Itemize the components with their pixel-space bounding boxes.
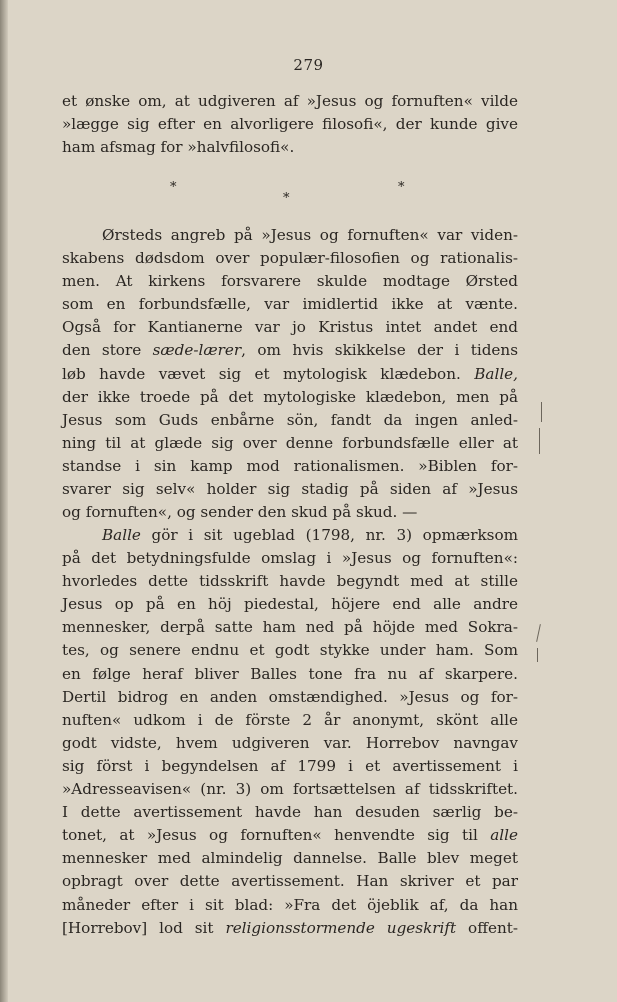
margin-mark [537, 648, 538, 662]
text-run: offent- [456, 918, 518, 937]
asterisk: * [170, 180, 177, 195]
text-line: godt vidste, hvem udgiveren var. Horrebov navngav [62, 733, 518, 752]
text-line: svarer sig selv« holder sig stadig på siden af »Jesus [62, 480, 518, 499]
asterisk: * [398, 180, 405, 195]
text-line: der ikke troede på det mytologiske klædebon, men på [62, 387, 518, 406]
text-line: »lægge sig efter en alvorligere filosofi«, der kunde give [62, 115, 518, 134]
text-line [62, 339, 518, 362]
text-line: I dette avertissement havde han desuden særlig be- [62, 803, 518, 822]
text-line: nuften« udkom i de förste 2 år anonymt, skönt alle [62, 710, 518, 729]
text-line: Jesus op på en höj piedestal, höjere end alle andre [62, 595, 518, 614]
text-run: gör i sit ugeblad (1798, nr. 3) opmærksom [140, 526, 518, 544]
text-line: skabens dødsdom over populær-filosofien og rationalis- [62, 249, 518, 268]
text-line: Ørsteds angreb på »Jesus og fornuften« var viden- [102, 226, 518, 244]
text-line: men. At kirkens forsvarere skulde modtage Ørsted [62, 272, 518, 291]
paragraph-one [62, 224, 518, 524]
margin-mark [541, 402, 542, 422]
text-line: ning til at glæde sig over denne forbundsfælle eller at [62, 433, 518, 452]
italic-term: sæde-lærer [152, 341, 242, 360]
text-line: Jesus som Guds enbårne sön, fandt da ingen anled- [62, 410, 518, 429]
text-line: tes, og senere endnu et godt stykke under ham. Som [62, 641, 518, 660]
text-line: som en forbundsfælle, var imidlertid ikke at vænte. [62, 295, 518, 314]
asterisk: * [283, 191, 290, 206]
italic-term: Balle, [474, 364, 518, 383]
margin-mark [539, 428, 540, 454]
text-line: ham afsmag for »halvfilosofi«. [62, 138, 295, 157]
text-line: måneder efter i sit blad: »Fra det öjeblik af, da han [62, 895, 518, 914]
italic-term: Balle [102, 526, 141, 544]
text-run: tonet, at »Jesus og fornuften« henvendte sig til [62, 826, 491, 845]
text-line: standse i sin kamp mod rationalismen. »Biblen for- [62, 456, 518, 475]
paragraph-two [62, 524, 518, 940]
text-line: sig först i begyndelsen af 1799 i et avertissement i [62, 756, 518, 775]
text-run: den store [62, 341, 153, 360]
top-paragraph [62, 90, 518, 159]
text-line: Dertil bidrog en anden omstændighed. »Jesus og for- [62, 687, 518, 706]
text-line: på det betydningsfulde omslag i »Jesus og fornuften«: [62, 549, 518, 568]
text-line [62, 363, 518, 386]
text-line: »Adresseavisen« (nr. 3) om fortsættelsen af tidsskriftet. [62, 780, 518, 799]
text-line: en følge heraf bliver Balles tone fra nu af skarpere. [62, 664, 518, 683]
text-line: mennesker, derpå satte ham ned på höjde med Sokra- [62, 618, 518, 637]
page-spine-shadow [0, 0, 8, 1002]
margin-mark [536, 624, 541, 642]
text-line [62, 917, 518, 940]
page-number: 279 [293, 56, 324, 74]
text-line [62, 824, 518, 847]
text-run: , om hvis skikkelse der i tidens [241, 341, 518, 360]
text-line: opbragt over dette avertissement. Han skriver et par [62, 872, 518, 891]
text-run: løb havde vævet sig et mytologisk klædebon. [62, 364, 475, 383]
text-line: et ønske om, at udgiveren af »Jesus og fornuften« vilde [62, 92, 518, 110]
section-separator [0, 180, 617, 210]
text-line: hvorledes dette tidsskrift havde begyndt med at stille [62, 572, 518, 591]
text-line: og fornuften«, og sender den skud på skud. — [62, 503, 418, 522]
text-line: mennesker med almindelig dannelse. Balle blev meget [62, 849, 518, 868]
italic-term: alle [490, 826, 518, 845]
text-run: [Horrebov] lod sit [62, 918, 226, 937]
text-line: Også for Kantianerne var jo Kristus intet andet end [62, 318, 518, 337]
text-line [62, 524, 518, 547]
italic-term: religionsstormende ugeskrift [225, 918, 457, 937]
